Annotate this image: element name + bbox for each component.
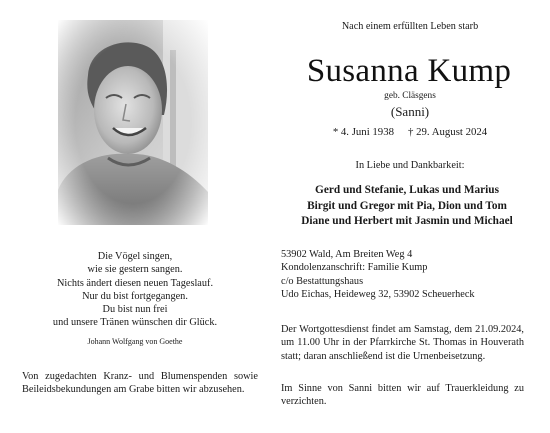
mourning-attire-request: Im Sinne von Sanni bitten wir auf Trauerkleidung zu verzichten.	[281, 383, 524, 408]
family-line: Gerd und Stefanie, Lukas und Marius	[315, 184, 499, 196]
poem-line: Die Vögel singen,	[97, 251, 173, 262]
portrait-image	[58, 20, 208, 225]
poem-line: Nur du bist fortgegangen.	[82, 290, 188, 302]
address-line: 53902 Wald, Am Breiten Weg 4	[281, 249, 413, 260]
portrait-photo	[58, 20, 208, 225]
family-list	[272, 183, 542, 230]
birth-date: * 4. Juni 1938	[332, 126, 394, 138]
poem-line: Nichts ändert diesen neuen Tageslauf.	[56, 277, 214, 289]
family-line: Diane und Herbert mit Jasmin und Michael	[301, 215, 513, 227]
flower-donation-note: Von zugedachten Kranz- und Blumenspenden sowie Beileidsbekundungen am Grabe bitten wir abzusehen.	[22, 371, 258, 396]
address-line: c/o Bestattungshaus	[281, 275, 364, 287]
address-line: Kondolenzanschrift: Familie Kump	[281, 262, 428, 274]
poem	[20, 250, 250, 330]
dedication-line: In Liebe und Dankbarkeit:	[355, 160, 465, 171]
poem-author: Johann Wolfgang von Goethe	[87, 337, 183, 346]
birth-name: geb. Cläsgens	[384, 91, 436, 101]
address-block	[281, 248, 541, 302]
poem-line: wie sie gestern sangen.	[87, 264, 183, 276]
poem-line: Du bist nun frei	[102, 304, 168, 316]
service-info: Der Wortgottesdienst findet am Samstag, dem 21.09.2024, um 11.00 Uhr in der Pfarrkirche St. Thomas in Houverath statt; daran anschließend ist die Urnenbeisetzung.	[281, 324, 524, 362]
intro-line: Nach einem erfüllten Leben starb	[341, 21, 479, 32]
death-date: † 29. August 2024	[408, 126, 488, 138]
nickname: (Sanni)	[390, 104, 430, 119]
life-dates	[290, 126, 530, 138]
address-line: Udo Eichas, Heideweg 32, 53902 Scheuerheck	[281, 289, 475, 301]
family-line: Birgit und Gregor mit Pia, Dion und Tom	[307, 199, 507, 212]
poem-line: und unsere Tränen wünschen dir Glück.	[52, 317, 218, 329]
deceased-name: Susanna Kump	[306, 53, 512, 89]
